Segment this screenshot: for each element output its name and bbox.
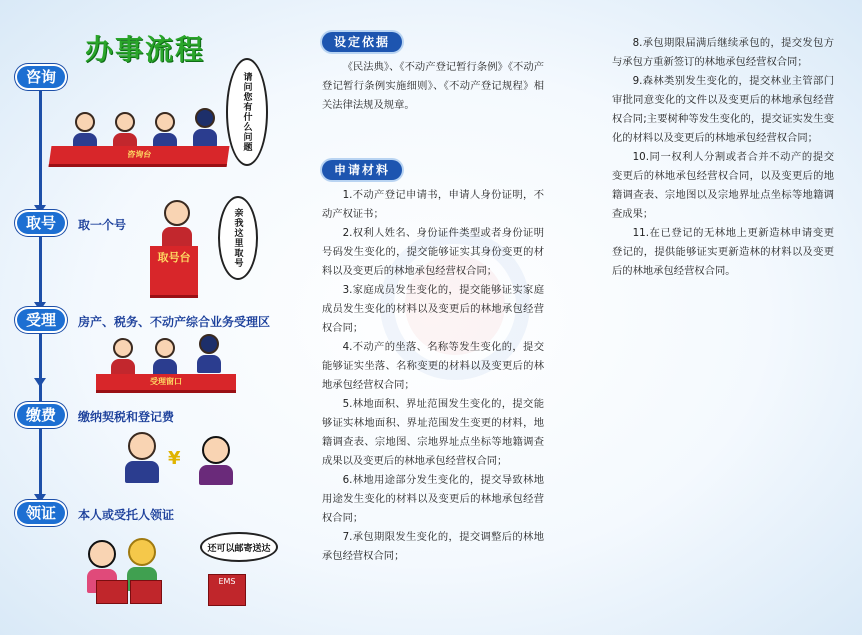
material-item: 1.不动产登记申请书，申请人身份证明，不动产权证书；	[322, 189, 544, 220]
staff-figure	[110, 338, 136, 377]
legal-basis-paragraph: 《民法典》、《不动产登记暂行条例》《不动产登记暂行条例实施细则》、《不动产登记规程》相关法律法规及规章。	[322, 61, 544, 111]
ticket-staff-figure	[160, 200, 194, 251]
desk-label: 取号台	[157, 251, 191, 264]
material-item: 11.在已登记的无林地上更新造林申请变更登记的，提供能够证实更新造林的材料以及变更后的林地承包经营权合同。	[612, 227, 834, 277]
customer-figure	[196, 436, 236, 485]
timeline-line	[39, 80, 42, 520]
process-title: 办事流程	[85, 33, 206, 66]
ems-envelope-icon	[208, 574, 246, 606]
speech-bubble-mail	[200, 532, 278, 562]
step-ticket-desc: 取一个号	[78, 218, 127, 232]
material-item: 4.不动产的坐落、名称等发生变化的，提交能够证实坐落、名称变更的材料以及变更后的林地承包经营权合同；	[322, 341, 544, 391]
staff-figure	[196, 334, 222, 373]
step-ticket-badge: 取号	[17, 212, 65, 234]
material-item: 5.林地面积、界址范围发生变化的，提交能够证实林地面积、界址范围发生变更的材料，地籍调查表、宗地图、宗地界址点坐标等地籍调查成果以及变更后的林地承包经营权合同；	[322, 398, 544, 467]
materials-list-col2	[612, 34, 834, 281]
speech-bubble-text: 亲我这里取号	[232, 208, 243, 268]
step-accept-badge: 受理	[17, 309, 65, 331]
step-pay-desc: 缴纳契税和登记费	[78, 410, 175, 424]
speech-bubble-consult	[226, 58, 268, 166]
materials-heading: 申请材料	[322, 160, 402, 180]
certificate-book-icon	[96, 580, 128, 604]
step-accept-desc: 房产、税务、不动产综合业务受理区	[78, 315, 271, 329]
consult-desk	[49, 146, 230, 167]
ems-label: EMS	[218, 577, 236, 586]
materials-list-col1	[322, 186, 544, 566]
material-item: 7.承包期限发生变化的，提交调整后的林地承包经营权合同；	[322, 531, 544, 562]
step-collect-badge: 领证	[17, 502, 65, 524]
legal-basis-heading: 设定依据	[322, 32, 402, 52]
step-pay-badge: 缴费	[17, 404, 65, 426]
material-item: 9.森林类别发生变化的，提交林业主管部门审批同意变化的文件以及变更后的林地承包经营权合同;主要树种等发生变化的，提交证实发生变化的材料以及变更后的林地承包经营权合同；	[612, 75, 834, 144]
staff-figure	[122, 432, 162, 483]
step-consult-badge: 咨询	[17, 66, 65, 88]
ticket-desk	[150, 246, 198, 298]
desk-label: 咨询台	[126, 150, 152, 159]
step-collect-desc: 本人或受托人领证	[78, 508, 175, 522]
speech-bubble-ticket	[218, 196, 258, 280]
staff-figure	[192, 108, 218, 147]
speech-bubble-text: 还可以邮寄送达	[207, 543, 271, 554]
window-desk	[96, 374, 236, 393]
material-item: 8.承包期限届满后继续承包的，提交发包方与承包方重新签订的林地承包经营权合同；	[612, 37, 834, 68]
desk-label: 受理窗口	[150, 377, 182, 386]
material-item: 2.权利人姓名、身份证件类型或者身份证明号码发生变化的，提交能够证实其身份变更的材料以及变更后的林地承包经营权合同；	[322, 227, 544, 277]
speech-bubble-text: 请问您有什么问题	[241, 72, 252, 152]
material-item: 3.家庭成员发生变化的，提交能够证实家庭成员发生变化的材料以及变更后的林地承包经营权合同；	[322, 284, 544, 334]
yen-icon: ¥	[168, 448, 181, 469]
material-item: 10.同一权利人分割或者合并不动产的提交变更后的林地承包经营权合同，以及变更后的地籍调查表、宗地图以及宗地界址点坐标等地籍调查成果；	[612, 151, 834, 220]
timeline-arrow	[34, 378, 46, 387]
certificate-book-icon	[130, 580, 162, 604]
staff-figure	[152, 338, 178, 377]
material-item: 6.林地用途部分发生变化的，提交导致林地用途发生变化的材料以及变更后的林地承包经营权合同；	[322, 474, 544, 524]
legal-basis-text	[322, 58, 544, 115]
